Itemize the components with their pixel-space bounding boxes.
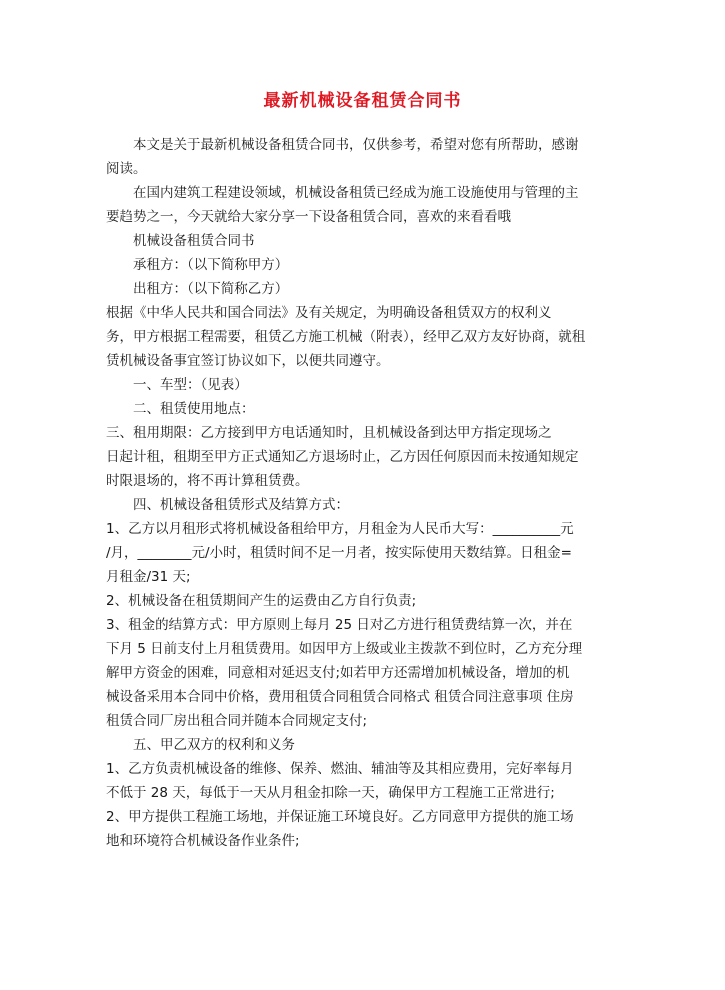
paragraph	[106, 757, 626, 805]
paragraph	[106, 733, 626, 757]
paragraph-line: 不低于 28 天，每低于一天从月租金扣除一天，确保甲方工程施工正常进行;	[106, 785, 555, 801]
paragraph	[106, 277, 626, 301]
paragraph-line: 出租方：（以下简称乙方）	[133, 281, 289, 297]
paragraph	[106, 373, 626, 397]
paragraph-line: /月，________元/小时，租赁时间不足一月者，按实际使用天数结算。日租金=	[106, 545, 572, 561]
paragraph-line: 四、机械设备租赁形式及结算方式：	[133, 497, 349, 513]
paragraph-line: 地和环境符合机械设备作业条件;	[106, 833, 300, 849]
paragraph-line: 租赁合同厂房出租合同并随本合同规定支付;	[106, 713, 368, 729]
paragraph-line: 一、车型：（见表）	[133, 377, 248, 393]
paragraph	[106, 397, 626, 421]
paragraph	[106, 301, 626, 373]
paragraph	[106, 805, 626, 853]
paragraph-line: 械设备采用本合同中价格，费用租赁合同租赁合同格式 租赁合同注意事项 住房	[106, 689, 574, 705]
paragraph	[106, 517, 626, 589]
paragraph-line: 2、机械设备在租赁期间产生的运费由乙方自行负责;	[106, 593, 417, 609]
paragraph-line: 阅读。	[106, 161, 147, 177]
paragraph-line: 时限退场的，将不再计算租赁费。	[106, 473, 309, 489]
paragraph	[106, 181, 626, 229]
paragraph-line: 在国内建筑工程建设领域，机械设备租赁已经成为施工设施使用与管理的主	[133, 185, 579, 201]
paragraph-line: 赁机械设备事宜签订协议如下，以便共同遵守。	[106, 353, 390, 369]
paragraph-line: 本文是关于最新机械设备租赁合同书，仅供参考，希望对您有所帮助，感谢	[133, 137, 579, 153]
paragraph-line: 3、租金的结算方式：甲方原则上每月 25 日对乙方进行租赁费结算一次，并在	[106, 617, 573, 633]
paragraph-line: 三、租用期限：乙方接到甲方电话通知时，且机械设备到达甲方指定现场之	[106, 425, 552, 441]
paragraph	[106, 133, 626, 181]
paragraph-line: 二、租赁使用地点：	[133, 401, 255, 417]
paragraph-line: 务，甲方根据工程需要，租赁乙方施工机械（附表），经甲乙双方友好协商，就租	[106, 329, 586, 345]
paragraph-line: 下月 5 日前支付上月租赁费用。如因甲方上级或业主拨款不到位时，乙方充分理	[106, 641, 583, 657]
paragraph	[106, 613, 626, 733]
paragraph-line: 机械设备租赁合同书	[133, 233, 255, 249]
paragraph-line: 根据《中华人民共和国合同法》及有关规定，为明确设备租赁双方的权利义	[106, 305, 552, 321]
paragraph	[106, 229, 626, 253]
paragraph-line: 要趋势之一，今天就给大家分享一下设备租赁合同，喜欢的来看看哦	[106, 209, 511, 225]
paragraph-line: 承租方：（以下简称甲方）	[133, 257, 289, 273]
paragraph-line: 1、乙方负责机械设备的维修、保养、燃油、辅油等及其相应费用，完好率每月	[106, 761, 574, 777]
paragraph-line: 日起计租，租期至甲方正式通知乙方退场时止，乙方因任何原因而未按通知规定	[106, 449, 579, 465]
paragraph-line: 2、甲方提供工程施工场地，并保证施工环境良好。乙方同意甲方提供的施工场	[106, 809, 574, 825]
paragraph	[106, 421, 626, 493]
paragraph-line: 1、乙方以月租形式将机械设备租给甲方，月租金为人民币大写：__________元	[106, 521, 574, 537]
paragraph	[106, 589, 626, 613]
document-title: 最新机械设备租赁合同书	[263, 91, 462, 111]
paragraph-line: 五、甲乙双方的权利和义务	[133, 737, 295, 753]
paragraph-line: 解甲方资金的困难，同意相对延迟支付;如若甲方还需增加机械设备，增加的机	[106, 665, 570, 681]
paragraph	[106, 253, 626, 277]
paragraph	[106, 493, 626, 517]
paragraph-line: 月租金/31 天;	[106, 569, 191, 585]
